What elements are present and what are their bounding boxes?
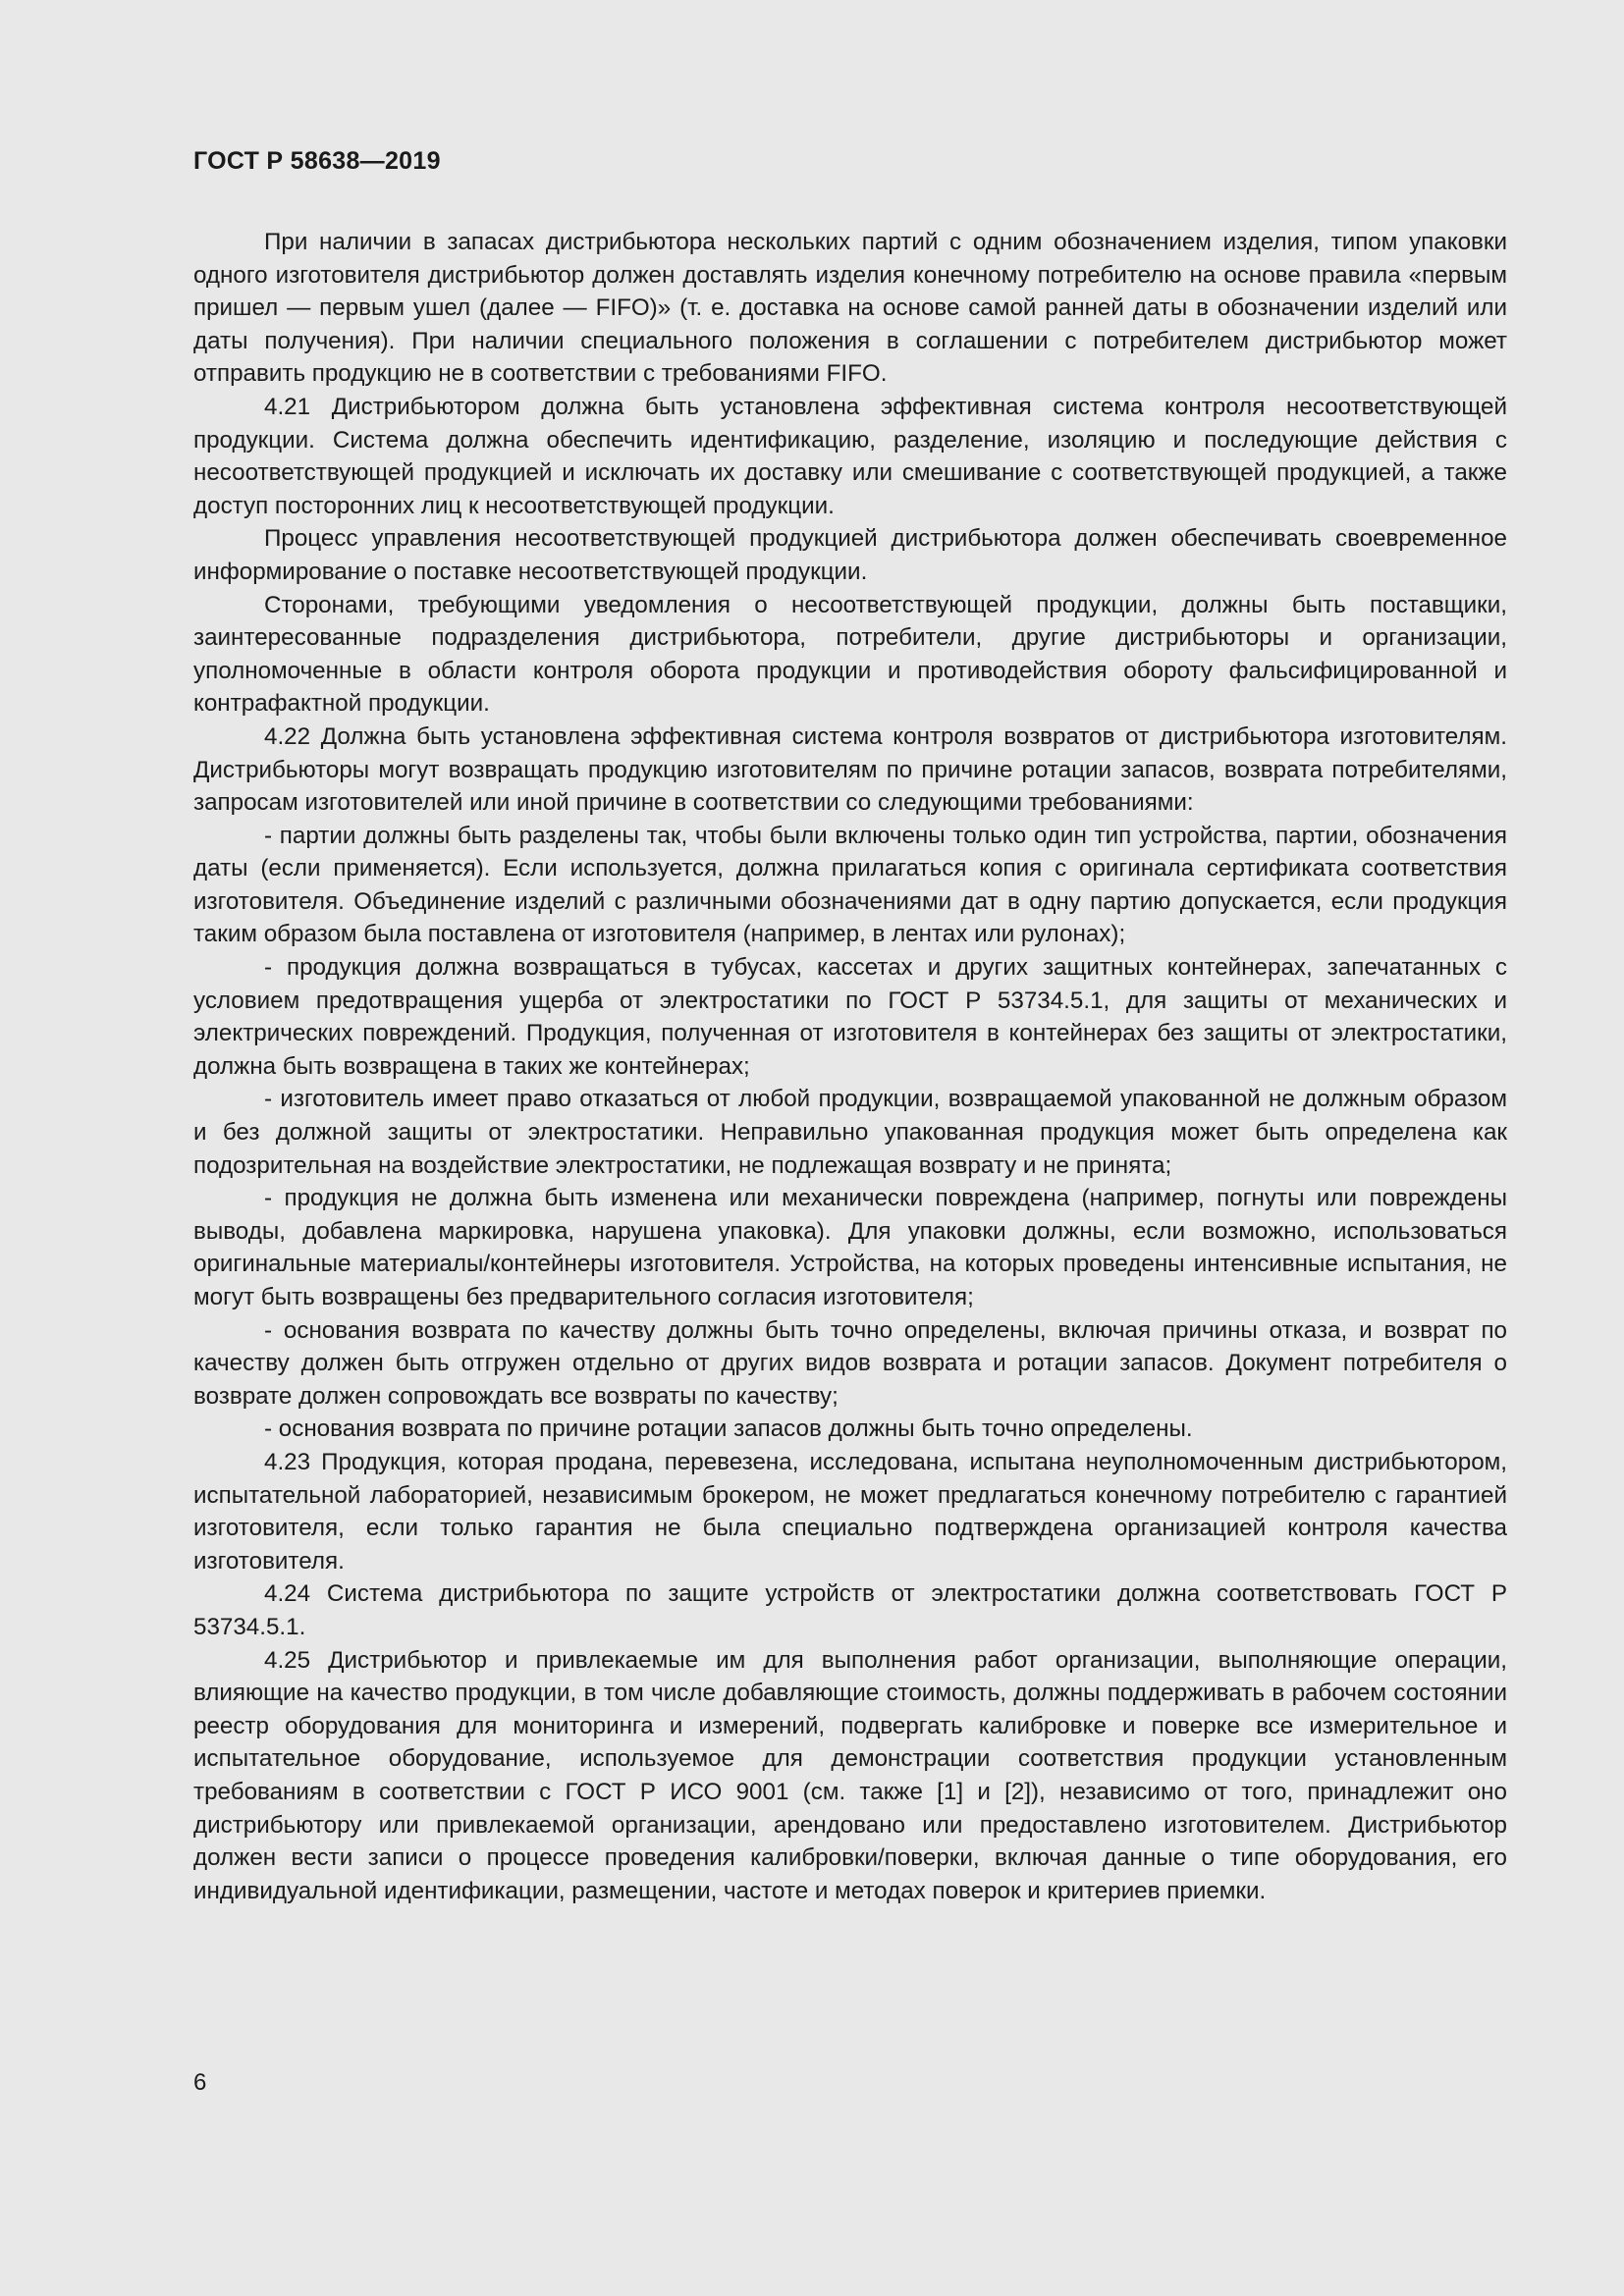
paragraph: 4.24 Система дистрибьютора по защите устройств от электростатики должна соответствовать ГОСТ Р 53734.5.1. xyxy=(193,1580,1507,1640)
paragraph: 4.22 Должна быть установлена эффективная система контроля возвратов от дистрибьютора изготовителям. Дистрибьюторы могут возвращать продукцию изготовителям по причине ротации запасов, возврата потребителями, запросам изготовителей или иной причине в соответствии со следующими требованиями: xyxy=(193,722,1507,817)
paragraph: 4.23 Продукция, которая продана, перевезена, исследована, испытана неуполномоченным дистрибьютором, испытательной лабораторией, независимым брокером, не может предлагаться конечному потребителю с гарантией изготовителя, если только гарантия не была специально подтверждена организацией контроля качества изготовителя. xyxy=(193,1448,1507,1575)
paragraph: 4.21 Дистрибьютором должна быть установлена эффективная система контроля несоответствующей продукции. Система должна обеспечить идентификацию, разделение, изоляцию и последующие действия с несоответствующей продукцией и исключать их доставку или смешивание с соответствующей продукцией, а также доступ посторонних лиц к несоответствующей продукции. xyxy=(193,393,1507,519)
document-body xyxy=(193,226,1507,1907)
list-item: - основания возврата по причине ротации запасов должны быть точно определены. xyxy=(264,1415,1193,1443)
paragraph: Процесс управления несоответствующей продукцией дистрибьютора должен обеспечивать своевременное информирование о поставке несоответствующей продукции. xyxy=(193,525,1507,585)
paragraph: При наличии в запасах дистрибьютора нескольких партий с одним обозначением изделия, типом упаковки одного изготовителя дистрибьютор должен доставлять изделия конечному потребителю на основе правила «первым пришел — первым ушел (далее — FIFO)» (т. е. доставка на основе самой ранней даты в обозначении изделий или даты получения). При наличии специального положения в соглашении с потребителем дистрибьютор может отправить продукцию не в соответствии с требованиями FIFO. xyxy=(193,229,1507,388)
paragraph: 4.25 Дистрибьютор и привлекаемые им для выполнения работ организации, выполняющие операции, влияющие на качество продукции, в том числе добавляющие стоимость, должны поддерживать в рабочем состоянии реестр оборудования для мониторинга и измерений, подвергать калибровке и поверке все измерительное и испытательное оборудование, используемое для демонстрации соответствия продукции установленным требованиям в соответствии с ГОСТ Р ИСО 9001 (см. также [1] и [2]), независимо от того, принадлежит оно дистрибьютору или привлекаемой организации, арендовано или предоставлено изготовителем. Дистрибьютор должен вести записи о процессе проведения калибровки/поверки, включая данные о типе оборудования, его индивидуальной идентификации, размещении, частоте и методах поверок и критериев приемки. xyxy=(193,1646,1507,1904)
document-header: ГОСТ Р 58638—2019 xyxy=(193,147,441,175)
page-number: 6 xyxy=(193,2069,207,2096)
paragraph: Сторонами, требующими уведомления о несоответствующей продукции, должны быть поставщики, заинтересованные подразделения дистрибьютора, потребители, другие дистрибьюторы и организации, уполномоченные в области контроля оборота продукции и противодействия обороту фальсифицированной и контрафактной продукции. xyxy=(193,591,1507,718)
list-item: - основания возврата по качеству должны быть точно определены, включая причины отказа, и возврат по качеству должен быть отгружен отдельно от других видов возврата и ротации запасов. Документ потребителя о возврате должен сопровождать все возвраты по качеству; xyxy=(193,1316,1507,1410)
list-item: - партии должны быть разделены так, чтобы были включены только один тип устройства, партии, обозначения даты (если применяется). Если используется, должна прилагаться копия с оригинала сертификата соответствия изготовителя. Объединение изделий с различными обозначениями дат в одну партию допускается, если продукция таким образом была поставлена от изготовителя (например, в лентах или рулонах); xyxy=(193,822,1507,948)
list-item: - продукция должна возвращаться в тубусах, кассетах и других защитных контейнерах, запечатанных с условием предотвращения ущерба от электростатики по ГОСТ Р 53734.5.1, для защиты от механических и электрических повреждений. Продукция, полученная от изготовителя в контейнерах без защиты от электростатики, должна быть возвращена в таких же контейнерах; xyxy=(193,954,1507,1080)
list-item: - продукция не должна быть изменена или механически повреждена (например, погнуты или повреждены выводы, добавлена маркировка, нарушена упаковка). Для упаковки должны, если возможно, использоваться оригинальные материалы/контейнеры изготовителя. Устройства, на которых проведены интенсивные испытания, не могут быть возвращены без предварительного согласия изготовителя; xyxy=(193,1185,1507,1310)
list-item: - изготовитель имеет право отказаться от любой продукции, возвращаемой упакованной не должным образом и без должной защиты от электростатики. Неправильно упакованная продукция может быть определена как подозрительная на воздействие электростатики, не подлежащая возврату и не принята; xyxy=(193,1086,1507,1179)
